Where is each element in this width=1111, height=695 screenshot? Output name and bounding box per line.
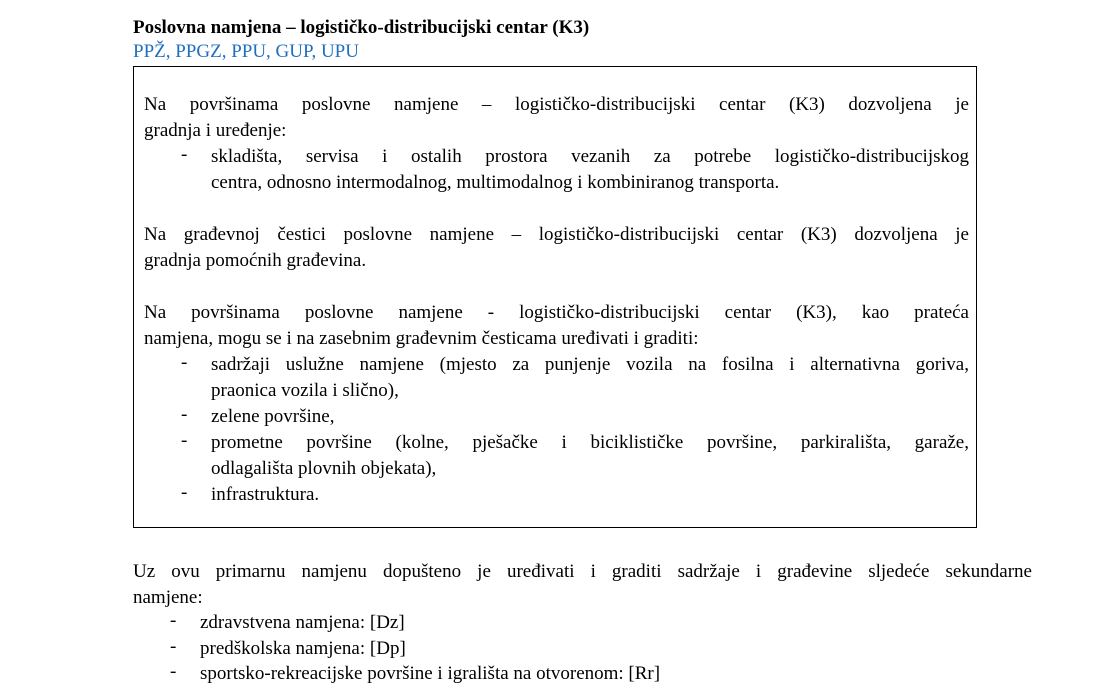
text-line: odlagališta plovnih objekata), [211,458,437,479]
list-item [133,636,1032,662]
text-line: Na površinama poslovne namjene - logističko-distribucijski centar (K3), kao prateća [144,302,969,323]
list-item [133,661,1032,687]
plan-types-subtitle: PPŽ, PPGZ, PPU, GUP, UPU [133,41,359,62]
text-line: sportsko-rekreacijske površine i igrališta na otvorenom: [Rr] [200,663,661,684]
paragraph-spacer [144,196,969,222]
content-box-body [144,92,969,508]
text-line: Na građevnoj čestici poslovne namjene – logističko-distribucijski centar (K3) dozvoljena je [144,224,969,245]
text-line: praonica vozila i slično), [211,380,399,401]
text-line: zelene površine, [211,406,335,427]
text-line: infrastruktura. [211,484,320,505]
list-item [144,352,969,404]
list-dash-marker: - [181,144,188,165]
list-dash-marker: - [181,482,188,503]
text-line: Na površinama poslovne namjene – logističko-distribucijski centar (K3) dozvoljena je [144,94,969,115]
list-dash-marker: - [170,661,177,682]
text-line: sadržaji uslužne namjene (mjesto za punjenje vozila na fosilna i alternativna goriva, [211,354,969,375]
list-item [144,482,969,508]
text-line: prometne površine (kolne, pješačke i biciklističke površine, parkirališta, garaže, [211,432,969,453]
text-line: zdravstvena namjena: [Dz] [200,612,405,633]
list-item [133,610,1032,636]
text-line: namjena, mogu se i na zasebnim građevnim česticama uređivati i graditi: [144,328,699,349]
text-line: gradnja i uređenje: [144,120,287,141]
list-item [144,404,969,430]
content-box [133,66,977,528]
list-dash-marker: - [181,352,188,373]
text-line: predškolska namjena: [Dp] [200,637,406,659]
list-dash-marker: - [170,610,177,631]
list-dash-marker: - [181,404,188,425]
list-item [144,144,969,196]
paragraph [144,300,969,352]
text-line: skladišta, servisa i ostalih prostora vezanih za potrebe logističko-distribucijskog [211,146,969,167]
text-line: centra, odnosno intermodalnog, multimodalnog i kombiniranog transporta. [211,172,780,193]
paragraph [144,222,969,274]
secondary-uses-section [133,559,1032,687]
paragraph [144,92,969,144]
text-line: Uz ovu primarnu namjenu dopušteno je uređivati i graditi sadržaje i građevine sljedeće sekundarne [133,561,1032,582]
paragraph-spacer [144,274,969,300]
list-item [144,430,969,482]
text-line: gradnja pomoćnih građevina. [144,250,367,271]
list-dash-marker: - [170,635,177,657]
paragraph [133,559,1032,610]
text-line: namjene: [133,586,203,608]
section-title: Poslovna namjena – logističko-distribucijski centar (K3) [133,17,590,38]
list-dash-marker: - [181,430,188,451]
